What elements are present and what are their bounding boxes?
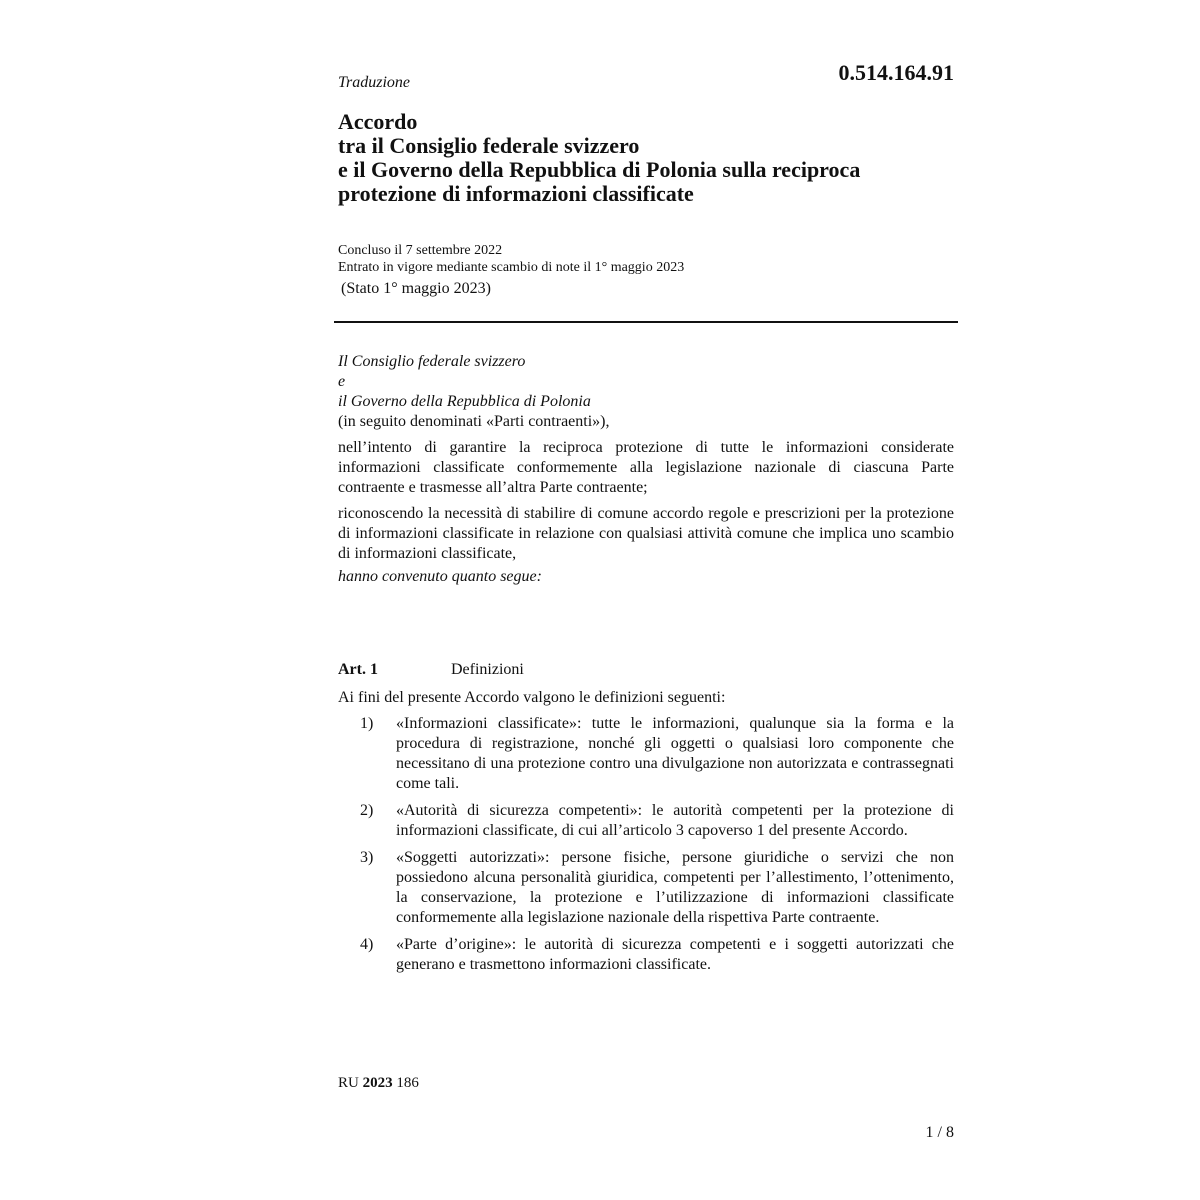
sr-number: 0.514.164.91 [838,60,954,85]
page-indicator: 1 / 8 [925,1124,954,1141]
ru-reference [338,1075,419,1092]
article-title: Definizioni [451,661,524,678]
article-heading [338,660,954,680]
preamble-designation: (in seguito denominati «Parti contraenti»), [338,413,610,430]
header-divider [334,321,958,323]
preamble-party2: il Governo della Repubblica di Polonia [338,393,591,410]
item-text: «Autorità di sicurezza competenti»: le autorità competenti per la protezione di informazioni classificate, di cui all’articolo 3 capoverso 1 del presente Accordo. [396,802,954,839]
ru-page: 186 [396,1075,419,1091]
ru-prefix: RU [338,1075,359,1091]
document-meta [338,242,684,297]
item-number: 3) [360,849,374,866]
status-date: (Stato 1° maggio 2023) [341,280,491,297]
translation-label: Traduzione [338,74,411,91]
definitions-list [338,714,954,975]
title-line: tra il Consiglio federale svizzero [338,133,640,158]
ru-year: 2023 [362,1075,393,1091]
in-force-date: Entrato in vigore mediante scambio di note il 1° maggio 2023 [338,260,685,275]
preamble-paragraph-2: riconoscendo la necessità di stabilire di comune accordo regole e prescrizioni per la protezione di informazioni classificate in relazione con qualsiasi attività comune che implica uno scambio di informazioni classificate, [338,505,954,562]
preamble-agreed: hanno convenuto quanto segue: [338,568,542,585]
list-item [338,801,954,841]
document-title [338,110,958,206]
item-text: «Parte d’origine»: le autorità di sicurezza competenti e i soggetti autorizzati che generano e trasmettono informazioni classificate. [396,936,954,973]
preamble-party1: Il Consiglio federale svizzero [338,353,526,370]
article-number: Art. 1 [338,661,378,678]
item-text: «Soggetti autorizzati»: persone fisiche, persone giuridiche o servizi che non possiedono alcuna personalità giuridica, competenti per l’allestimento, l’ottenimento, la conservazione, la protezione e l’utilizzazione di informazioni classificate conformemente alla legislazione nazionale della rispettiva Parte contraente. [396,849,954,926]
list-item [338,935,954,975]
item-number: 2) [360,802,374,819]
list-item [338,848,954,928]
title-line: protezione di informazioni classificate [338,181,694,206]
title-line: e il Governo della Repubblica di Polonia sulla reciproca [338,157,861,182]
article-intro: Ai fini del presente Accordo valgono le definizioni seguenti: [338,689,726,706]
title-line: Accordo [338,109,418,134]
article-1 [338,660,954,982]
list-item [338,714,954,794]
preamble-paragraph-1: nell’intento di garantire la reciproca protezione di tutte le informazioni considerate informazioni classificate conformemente alla legislazione nazionale di ciascuna Parte contraente e trasmesse all’altra Parte contraente; [338,439,954,496]
preamble-and: e [338,373,346,390]
item-number: 1) [360,715,374,732]
item-number: 4) [360,936,374,953]
concluded-date: Concluso il 7 settembre 2022 [338,243,503,258]
preamble [338,352,954,587]
item-text: «Informazioni classificate»: tutte le informazioni, qualunque sia la forma e la procedura di registrazione, nonché gli oggetti o qualsiasi loro componente che necessitano di una protezione contro una divulgazione non autorizzata e contrassegnati come tali. [396,715,954,792]
